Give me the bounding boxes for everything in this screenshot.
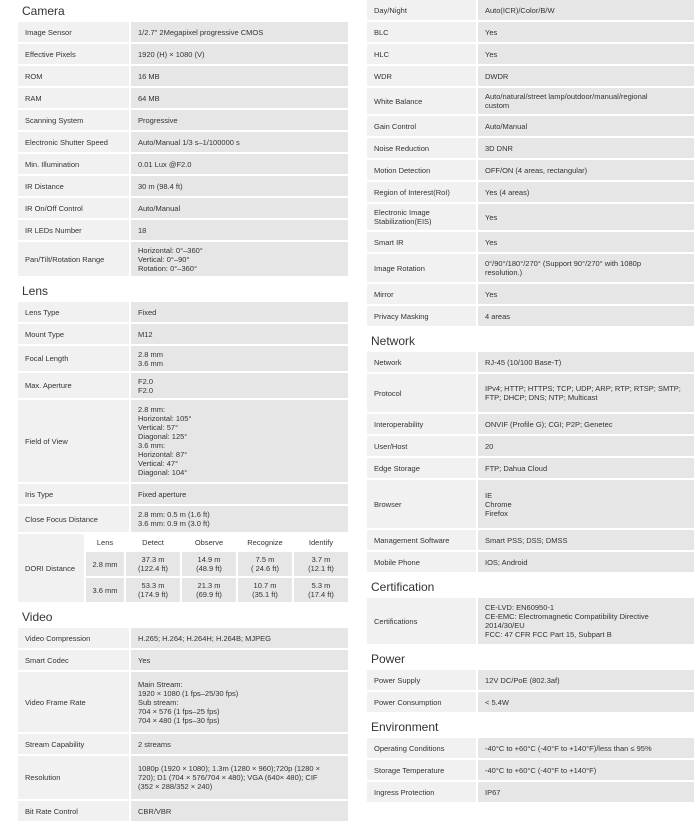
- spec-value: [476, 160, 694, 182]
- spec-value-line: Auto(ICR)/Color/B/W: [485, 5, 555, 15]
- spec-row-network: [367, 352, 694, 374]
- spec-label: Storage Temperature: [367, 760, 476, 782]
- spec-value-line: 3.6 mm:: [138, 441, 166, 450]
- certification-table: [367, 598, 694, 646]
- spec-value: [476, 598, 694, 646]
- spec-value-line: Main Stream:: [138, 679, 183, 689]
- section-title-certification: Certification: [371, 580, 435, 594]
- spec-row-user-host: [367, 436, 694, 458]
- spec-value: [476, 374, 694, 414]
- spec-value-line: -40°C to +60°C (-40°F to +140°F)/less than ≤ 95%: [485, 743, 652, 753]
- spec-value-line: 1080p (1920 × 1080); 1.3m (1280 × 960);720p (1280 ×: [138, 764, 321, 773]
- spec-value: [129, 88, 348, 110]
- section-title-lens: Lens: [22, 284, 49, 298]
- spec-value-line: 0.01 Lux @F2.0: [138, 159, 192, 169]
- spec-row-smart-ir: [367, 232, 694, 254]
- spec-row-bit-rate-control: [18, 801, 348, 823]
- spec-label: Certifications: [367, 598, 476, 646]
- lens-table: [18, 302, 348, 534]
- camera-table: [18, 22, 348, 278]
- spec-value-line: FTP; DHCP; DNS; NTP; Multicast: [485, 393, 598, 402]
- spec-value-line: M12: [138, 329, 153, 339]
- dori-cell: 21.3 m (69.9 ft): [180, 578, 236, 604]
- spec-label: Interoperability: [367, 414, 476, 436]
- spec-value: [129, 44, 348, 66]
- spec-value-line: 18: [138, 225, 147, 235]
- spec-label: IR LEDs Number: [18, 220, 129, 242]
- spec-row-operating-conditions: [367, 738, 694, 760]
- spec-value: [476, 138, 694, 160]
- spec-value: [476, 480, 694, 530]
- spec-row-electronic-shutter-speed: [18, 132, 348, 154]
- spec-value: [476, 738, 694, 760]
- spec-label: Effective Pixels: [18, 44, 129, 66]
- spec-value: [129, 66, 348, 88]
- spec-label: Gain Control: [367, 116, 476, 138]
- spec-value: [476, 670, 694, 692]
- spec-label: Mobile Phone: [367, 552, 476, 574]
- spec-row-effective-pixels: [18, 44, 348, 66]
- spec-row-hlc: [367, 44, 694, 66]
- spec-value: [476, 66, 694, 88]
- spec-row-noise-reduction: [367, 138, 694, 160]
- right-column: [367, 0, 694, 804]
- spec-row-privacy-masking: [367, 306, 694, 328]
- spec-value-line: 2 streams: [138, 739, 171, 749]
- dori-header-detect: Detect: [124, 534, 180, 552]
- spec-row-blc: [367, 22, 694, 44]
- spec-value-line: 704 × 480 (1 fps–30 fps): [138, 715, 220, 725]
- spec-value: [129, 346, 348, 373]
- spec-value-line: RJ-45 (10/100 Base-T): [485, 357, 562, 367]
- spec-row-protocol: [367, 374, 694, 414]
- spec-row-min-illumination: [18, 154, 348, 176]
- spec-row-ir-on-off-control: [18, 198, 348, 220]
- spec-row-smart-codec: [18, 650, 348, 672]
- spec-value-line: OFF/ON (4 areas, rectangular): [485, 165, 588, 175]
- spec-value-line: 3D DNR: [485, 143, 513, 153]
- spec-value-line: 2.8 mm: 0.5 m (1.6 ft): [138, 510, 210, 519]
- dori-header-identify: Identify: [292, 534, 348, 552]
- spec-label: Smart IR: [367, 232, 476, 254]
- spec-value: [129, 801, 348, 823]
- spec-row-wdr: [367, 66, 694, 88]
- spec-value: [476, 692, 694, 714]
- spec-value-line: (352 × 288/352 × 240): [138, 782, 213, 791]
- spec-row-electronic-image-stabilization-eis: [367, 204, 694, 232]
- spec-label: BLC: [367, 22, 476, 44]
- spec-value-line: Diagonal: 125°: [138, 432, 188, 441]
- dori-lens-2-8: 2.8 mm: [84, 552, 124, 578]
- spec-value: [129, 373, 348, 400]
- camera-continued-table: [367, 0, 694, 328]
- spec-value-line: 704 × 576 (1 fps–25 fps): [138, 706, 220, 716]
- spec-value-line: Vertical: 0°–90°: [138, 254, 190, 264]
- dori-cell: 5.3 m (17.4 ft): [292, 578, 348, 604]
- spec-value: [476, 352, 694, 374]
- spec-label: Mirror: [367, 284, 476, 306]
- spec-label: Mount Type: [18, 324, 129, 346]
- spec-value: [476, 284, 694, 306]
- spec-label: User/Host: [367, 436, 476, 458]
- spec-value: [129, 400, 348, 484]
- spec-label: IR Distance: [18, 176, 129, 198]
- spec-value-line: Horizontal: 0°–360°: [138, 245, 203, 255]
- spec-label: Network: [367, 352, 476, 374]
- spec-value-line: Yes: [485, 212, 498, 222]
- spec-value-line: custom: [485, 101, 510, 110]
- spec-label: Management Software: [367, 530, 476, 552]
- spec-row-image-sensor: [18, 22, 348, 44]
- spec-value: [129, 324, 348, 346]
- spec-value-line: Yes: [485, 237, 498, 247]
- spec-value: [129, 176, 348, 198]
- spec-value: [129, 154, 348, 176]
- spec-value-line: Horizontal: 105°: [138, 414, 192, 423]
- spec-value-line: Auto/Manual: [485, 121, 528, 131]
- spec-value: [476, 458, 694, 480]
- spec-label: Field of View: [18, 400, 129, 484]
- dori-cell: 7.5 m ( 24.6 ft): [236, 552, 292, 578]
- spec-value-line: Auto/natural/street lamp/outdoor/manual/regional: [485, 92, 648, 101]
- spec-row-certifications: [367, 598, 694, 646]
- spec-value-line: 2.8 mm:: [138, 405, 166, 414]
- spec-value-line: 3.6 mm: 0.9 m (3.0 ft): [138, 519, 210, 528]
- spec-value: [129, 756, 348, 801]
- spec-value: [129, 628, 348, 650]
- spec-value: [476, 414, 694, 436]
- spec-value: [476, 782, 694, 804]
- spec-value-line: F2.0: [138, 376, 154, 386]
- section-title-power: Power: [371, 652, 406, 666]
- spec-label: Electronic Image Stabilization(EIS): [367, 204, 476, 232]
- spec-value-line: 4 areas: [485, 311, 511, 321]
- spec-value-line: Horizontal: 87°: [138, 450, 188, 459]
- spec-value: [476, 182, 694, 204]
- spec-value: [476, 232, 694, 254]
- spec-row-ingress-protection: [367, 782, 694, 804]
- spec-value-line: IE: [485, 490, 493, 500]
- dori-cell: 53.3 m (174.9 ft): [124, 578, 180, 604]
- spec-value-line: Auto/Manual: [138, 203, 181, 213]
- spec-value-line: IPv4; HTTP; HTTPS; TCP; UDP; ARP; RTP; RTSP; SMTP;: [485, 384, 681, 393]
- spec-label: IR On/Off Control: [18, 198, 129, 220]
- spec-row-power-supply: [367, 670, 694, 692]
- dori-table: [18, 534, 348, 604]
- spec-value-line: Fixed aperture: [138, 489, 187, 499]
- spec-value-line: 2014/30/EU: [485, 621, 525, 630]
- spec-value-line: 720); D1 (704 × 576/704 × 480); VGA (640× 480); CIF: [138, 773, 318, 782]
- spec-row-ir-distance: [18, 176, 348, 198]
- spec-value-line: CE-LVD: EN60950-1: [485, 603, 555, 612]
- spec-value-line: 20: [485, 441, 494, 451]
- spec-value-line: Yes: [485, 49, 498, 59]
- spec-label: Power Consumption: [367, 692, 476, 714]
- spec-label: Video Frame Rate: [18, 672, 129, 734]
- spec-row-storage-temperature: [367, 760, 694, 782]
- dori-cell: 37.3 m (122.4 ft): [124, 552, 180, 578]
- spec-value-line: Vertical: 57°: [138, 423, 179, 432]
- spec-row-ram: [18, 88, 348, 110]
- spec-row-gain-control: [367, 116, 694, 138]
- spec-row-image-rotation: [367, 254, 694, 284]
- spec-label: Region of Interest(RoI): [367, 182, 476, 204]
- spec-label: Image Sensor: [18, 22, 129, 44]
- spec-value: [476, 436, 694, 458]
- spec-value: [476, 530, 694, 552]
- spec-row-video-frame-rate: [18, 672, 348, 734]
- spec-value-line: Yes: [138, 655, 151, 665]
- spec-value: [129, 22, 348, 44]
- spec-value-line: 2.8 mm: [138, 349, 164, 359]
- spec-value-line: 16 MB: [138, 71, 160, 81]
- spec-row-ir-leds-number: [18, 220, 348, 242]
- spec-label: Pan/Tilt/Rotation Range: [18, 242, 129, 278]
- spec-value: [129, 242, 348, 278]
- spec-value-line: IOS; Android: [485, 557, 528, 567]
- spec-row-max-aperture: [18, 373, 348, 400]
- spec-label: Electronic Shutter Speed: [18, 132, 129, 154]
- dori-label: DORI Distance: [18, 534, 84, 604]
- spec-label: ROM: [18, 66, 129, 88]
- spec-label: Min. Illumination: [18, 154, 129, 176]
- spec-row-resolution: [18, 756, 348, 801]
- spec-label: Power Supply: [367, 670, 476, 692]
- spec-value-line: ONVIF (Profile G); CGI; P2P; Genetec: [485, 419, 613, 429]
- spec-value-line: 1920 (H) × 1080 (V): [138, 49, 205, 59]
- spec-value: [476, 254, 694, 284]
- spec-value-line: CE-EMC: Electromagnetic Compatibility Directive: [485, 612, 649, 621]
- spec-value-line: < 5.4W: [485, 697, 509, 707]
- dori-cell: 3.7 m (12.1 ft): [292, 552, 348, 578]
- spec-value: [476, 552, 694, 574]
- spec-label: Focal Length: [18, 346, 129, 373]
- dori-header-recognize: Recognize: [236, 534, 292, 552]
- spec-row-lens-type: [18, 302, 348, 324]
- dori-lens-3-6: 3.6 mm: [84, 578, 124, 604]
- spec-label: Resolution: [18, 756, 129, 801]
- spec-value-line: Chrome: [485, 499, 512, 509]
- spec-label: Day/Night: [367, 0, 476, 22]
- spec-row-power-consumption: [367, 692, 694, 714]
- dori-cell: 10.7 m (35.1 ft): [236, 578, 292, 604]
- spec-label: HLC: [367, 44, 476, 66]
- spec-value: [476, 306, 694, 328]
- spec-row-rom: [18, 66, 348, 88]
- dori-header-observe: Observe: [180, 534, 236, 552]
- spec-value: [129, 110, 348, 132]
- spec-value-line: Yes: [485, 27, 498, 37]
- spec-value: [129, 198, 348, 220]
- network-table: [367, 352, 694, 574]
- spec-value: [129, 132, 348, 154]
- spec-row-close-focus-distance: [18, 506, 348, 534]
- spec-value: [129, 220, 348, 242]
- left-column: [18, 0, 348, 823]
- spec-label: Close Focus Distance: [18, 506, 129, 534]
- spec-row-white-balance: [367, 88, 694, 116]
- spec-label: Operating Conditions: [367, 738, 476, 760]
- spec-label: Stream Capability: [18, 734, 129, 756]
- spec-row-motion-detection: [367, 160, 694, 182]
- spec-label: Privacy Masking: [367, 306, 476, 328]
- spec-value-line: Diagonal: 104°: [138, 468, 188, 477]
- spec-value-line: Yes (4 areas): [485, 187, 530, 197]
- spec-value-line: FCC: 47 CFR FCC Part 15, Subpart B: [485, 630, 612, 639]
- spec-value-line: 1/2.7" 2Megapixel progressive CMOS: [138, 27, 264, 37]
- spec-label: Video Compression: [18, 628, 129, 650]
- spec-row-day-night: [367, 0, 694, 22]
- spec-value-line: Smart PSS; DSS; DMSS: [485, 535, 568, 545]
- spec-value: [129, 672, 348, 734]
- spec-value-line: Yes: [485, 289, 498, 299]
- spec-row-focal-length: [18, 346, 348, 373]
- spec-label: Max. Aperture: [18, 373, 129, 400]
- spec-value-line: Rotation: 0°–360°: [138, 263, 197, 273]
- spec-row-browser: [367, 480, 694, 530]
- section-title-environment: Environment: [371, 720, 439, 734]
- section-title-network: Network: [371, 334, 416, 348]
- spec-label: Image Rotation: [367, 254, 476, 284]
- spec-row-scanning-system: [18, 110, 348, 132]
- spec-value-line: Vertical: 47°: [138, 459, 179, 468]
- spec-row-interoperability: [367, 414, 694, 436]
- spec-value-line: 0°/90°/180°/270° (Support 90°/270° with 1080p: [485, 259, 642, 268]
- power-table: [367, 670, 694, 714]
- spec-value-line: 1920 × 1080 (1 fps–25/30 fps): [138, 688, 239, 698]
- spec-value-line: FTP; Dahua Cloud: [485, 463, 548, 473]
- spec-label: White Balance: [367, 88, 476, 116]
- spec-value: [476, 204, 694, 232]
- spec-value: [129, 484, 348, 506]
- spec-row-video-compression: [18, 628, 348, 650]
- spec-value: [476, 22, 694, 44]
- spec-value: [476, 0, 694, 22]
- spec-row-edge-storage: [367, 458, 694, 480]
- dori-header-lens: Lens: [84, 534, 124, 552]
- spec-row-mobile-phone: [367, 552, 694, 574]
- spec-value-line: Fixed: [138, 307, 157, 317]
- spec-value-line: H.265; H.264; H.264H; H.264B; MJPEG: [138, 633, 271, 643]
- spec-value-line: resolution.): [485, 268, 523, 277]
- spec-row-iris-type: [18, 484, 348, 506]
- spec-row-field-of-view: [18, 400, 348, 484]
- spec-label: Smart Codec: [18, 650, 129, 672]
- spec-value-line: 64 MB: [138, 93, 160, 103]
- section-title-video: Video: [22, 610, 53, 624]
- spec-row-pan-tilt-rotation-range: [18, 242, 348, 278]
- spec-value-line: 3.6 mm: [138, 358, 164, 368]
- dori-cell: 14.9 m (48.9 ft): [180, 552, 236, 578]
- spec-row-region-of-interest-roi: [367, 182, 694, 204]
- spec-value-line: 12V DC/PoE (802.3af): [485, 675, 560, 685]
- spec-value-line: Firefox: [485, 508, 508, 518]
- spec-value: [476, 116, 694, 138]
- spec-label: Bit Rate Control: [18, 801, 129, 823]
- spec-value: [476, 760, 694, 782]
- spec-value: [129, 506, 348, 534]
- spec-label: Lens Type: [18, 302, 129, 324]
- spec-row-mirror: [367, 284, 694, 306]
- video-table: [18, 628, 348, 823]
- spec-value-line: Progressive: [138, 115, 178, 125]
- spec-value-line: Sub stream:: [138, 697, 179, 707]
- spec-value: [129, 650, 348, 672]
- spec-value-line: Auto/Manual 1/3 s–1/100000 s: [138, 137, 240, 147]
- spec-value-line: F2.0: [138, 385, 154, 395]
- spec-label: Scanning System: [18, 110, 129, 132]
- spec-value: [476, 44, 694, 66]
- spec-value: [129, 734, 348, 756]
- spec-value: [129, 302, 348, 324]
- section-title-camera: Camera: [22, 4, 65, 18]
- spec-label: Edge Storage: [367, 458, 476, 480]
- spec-value: [476, 88, 694, 116]
- spec-label: Motion Detection: [367, 160, 476, 182]
- spec-value-line: 30 m (98.4 ft): [138, 181, 183, 191]
- environment-table: [367, 738, 694, 804]
- spec-label: RAM: [18, 88, 129, 110]
- spec-label: Browser: [367, 480, 476, 530]
- spec-value-line: -40°C to +60°C (-40°F to +140°F): [485, 765, 597, 775]
- spec-row-management-software: [367, 530, 694, 552]
- spec-label: Protocol: [367, 374, 476, 414]
- spec-label: WDR: [367, 66, 476, 88]
- spec-value-line: IP67: [485, 787, 501, 797]
- spec-label: Iris Type: [18, 484, 129, 506]
- spec-label: Ingress Protection: [367, 782, 476, 804]
- spec-label: Noise Reduction: [367, 138, 476, 160]
- spec-value-line: DWDR: [485, 71, 509, 81]
- spec-row-mount-type: [18, 324, 348, 346]
- spec-row-stream-capability: [18, 734, 348, 756]
- spec-value-line: CBR/VBR: [138, 806, 172, 816]
